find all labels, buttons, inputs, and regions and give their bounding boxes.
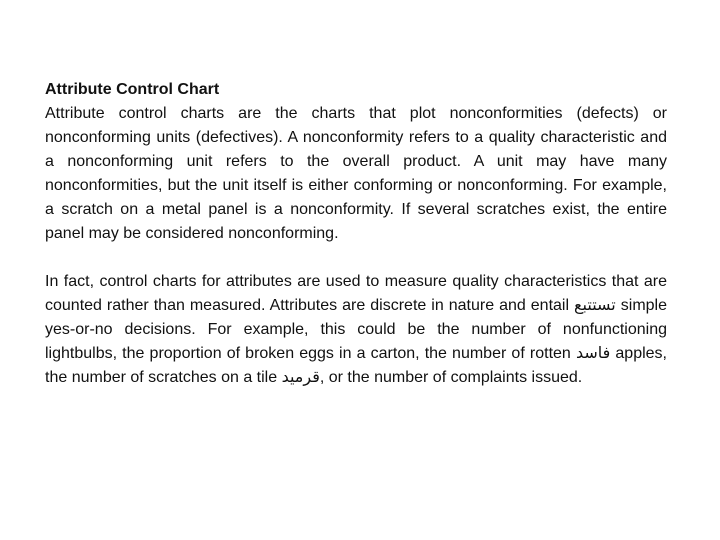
- paragraph-definition: Attribute control charts are the charts that plot nonconformities (defects) or nonconforming units (defectives). A nonconformity refers to a quality characteristic and a nonconforming unit refers to the overall product. A unit may have many nonconformities, but the unit itself is either conforming or nonconforming. For example, a scratch on a metal panel is a nonconformity. If several scratches exist, the entire panel may be considered nonconforming.: [45, 105, 667, 242]
- document-body: [45, 78, 667, 390]
- paragraph-2-text-3: apples, the number of scratches on a tile: [45, 345, 667, 386]
- section-title: Attribute Control Chart: [45, 81, 220, 98]
- paragraph-attributes: [45, 270, 667, 390]
- paragraph-2-text-1: In fact, control charts for attributes are used to measure quality characteristics that are counted rather than measured. Attributes are discrete in nature and entail: [45, 273, 667, 314]
- paragraph-2-text-4: , or the number of complaints issued.: [319, 369, 583, 386]
- paragraph-2-text-2: simple yes-or-no decisions. For example, this could be the number of nonfunctioning lightbulbs, the proportion of broken eggs in a carton, the number of rotten: [45, 297, 667, 362]
- arabic-gloss-tile: قرميد: [281, 369, 320, 386]
- arabic-gloss-entail: تستتبع: [574, 297, 616, 314]
- arabic-gloss-rotten: فاسد: [575, 345, 611, 362]
